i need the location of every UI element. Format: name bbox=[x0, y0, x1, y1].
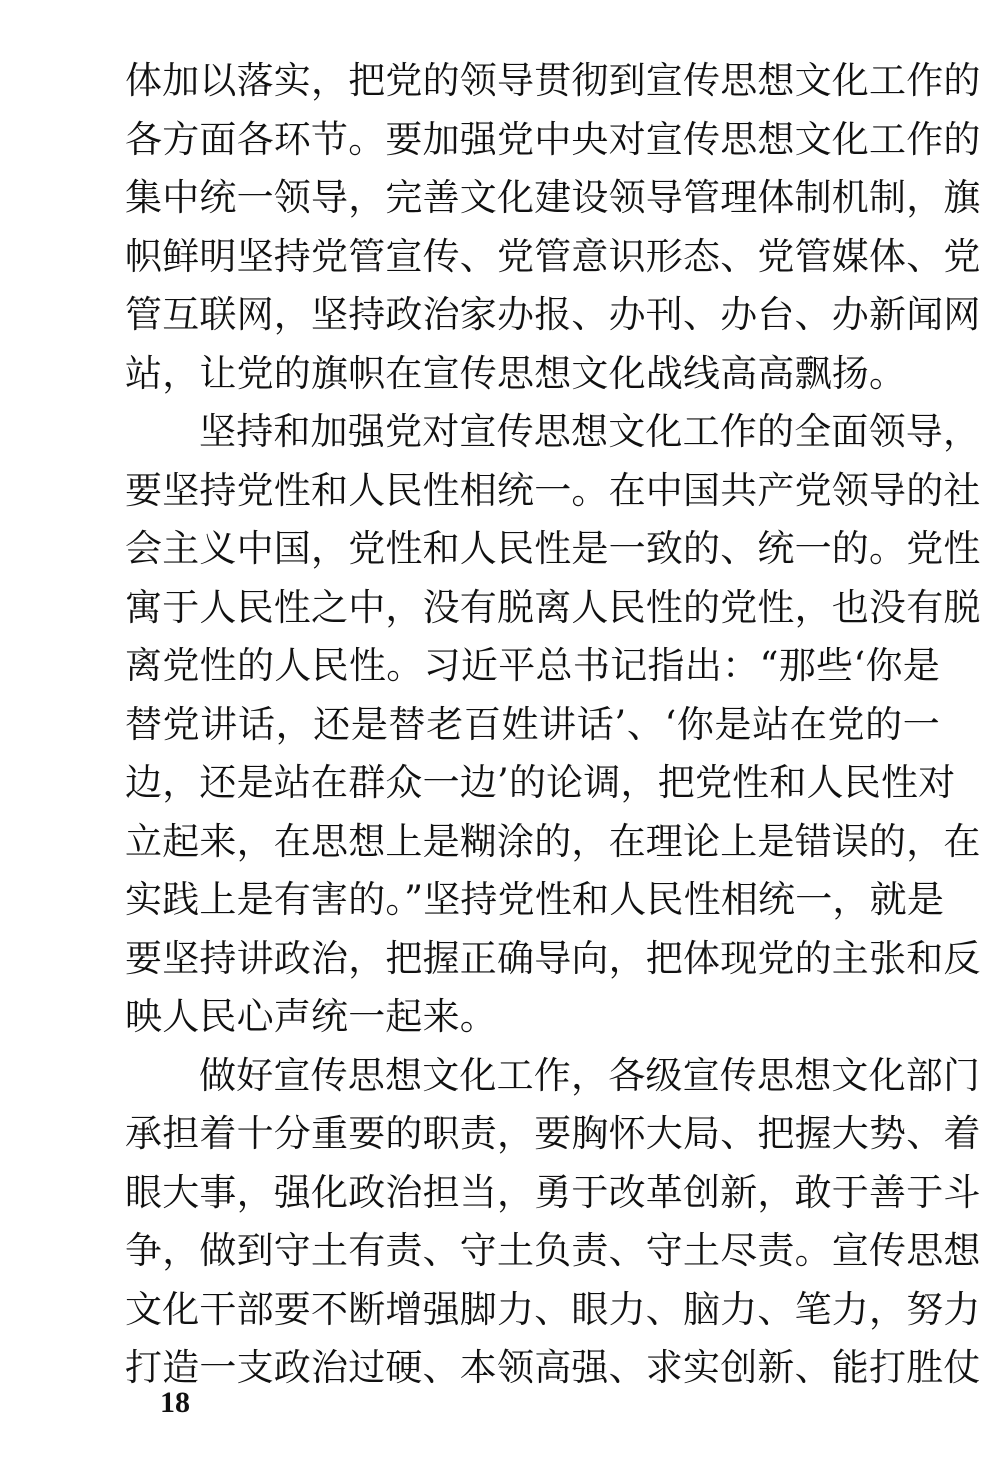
paragraph-3 bbox=[125, 1047, 981, 1398]
text-line: 立起来，在思想上是糊涂的，在理论上是错误的，在 bbox=[125, 819, 981, 863]
text-line: 寓于人民性之中，没有脱离人民性的党性，也没有脱 bbox=[125, 585, 981, 629]
text-line: 文化干部要不断增强脚力、眼力、脑力、笔力，努力 bbox=[125, 1287, 981, 1331]
text-line: 坚持和加强党对宣传思想文化工作的全面领导， bbox=[199, 410, 981, 453]
text-line: 实践上是有害的。”坚持党性和人民性相统一，就是 bbox=[125, 878, 945, 921]
body-text bbox=[125, 52, 981, 1398]
text-line: 集中统一领导，完善文化建设领导管理体制机制，旗 bbox=[125, 176, 981, 219]
text-line: 体加以落实，把党的领导贯彻到宣传思想文化工作的 bbox=[125, 59, 981, 102]
paragraph-1 bbox=[125, 52, 981, 403]
text-line: 替党讲话，还是替老百姓讲话’、‘你是站在党的一 bbox=[125, 702, 940, 746]
text-line: 管互联网，坚持政治家办报、办刊、办台、办新闻网 bbox=[125, 293, 981, 336]
text-line: 承担着十分重要的职责，要胸怀大局、把握大势、着 bbox=[125, 1112, 981, 1155]
text-line: 映人民心声统一起来。 bbox=[125, 995, 497, 1038]
text-line: 站，让党的旗帜在宣传思想文化战线高高飘扬。 bbox=[125, 351, 907, 395]
page-number: 18 bbox=[160, 1386, 190, 1419]
text-line: 要坚持党性和人民性相统一。在中国共产党领导的社 bbox=[125, 468, 981, 512]
text-line: 离党性的人民性。习近平总书记指出：“那些‘你是 bbox=[125, 644, 940, 687]
text-line: 眼大事，强化政治担当，勇于改革创新，敢于善于斗 bbox=[125, 1170, 981, 1214]
text-line: 各方面各环节。要加强党中央对宣传思想文化工作的 bbox=[125, 117, 981, 161]
text-line: 会主义中国，党性和人民性是一致的、统一的。党性 bbox=[125, 527, 981, 570]
text-line: 做好宣传思想文化工作，各级宣传思想文化部门 bbox=[199, 1053, 981, 1097]
text-line: 边，还是站在群众一边’的论调，把党性和人民性对 bbox=[125, 761, 956, 804]
paragraph-2 bbox=[125, 403, 981, 1047]
text-line: 争，做到守土有责、守土负责、守土尽责。宣传思想 bbox=[125, 1229, 981, 1272]
text-line: 帜鲜明坚持党管宣传、党管意识形态、党管媒体、党 bbox=[125, 234, 981, 278]
text-line: 打造一支政治过硬、本领高强、求实创新、能打胜仗 bbox=[125, 1346, 981, 1389]
text-line: 要坚持讲政治，把握正确导向，把体现党的主张和反 bbox=[125, 936, 981, 980]
